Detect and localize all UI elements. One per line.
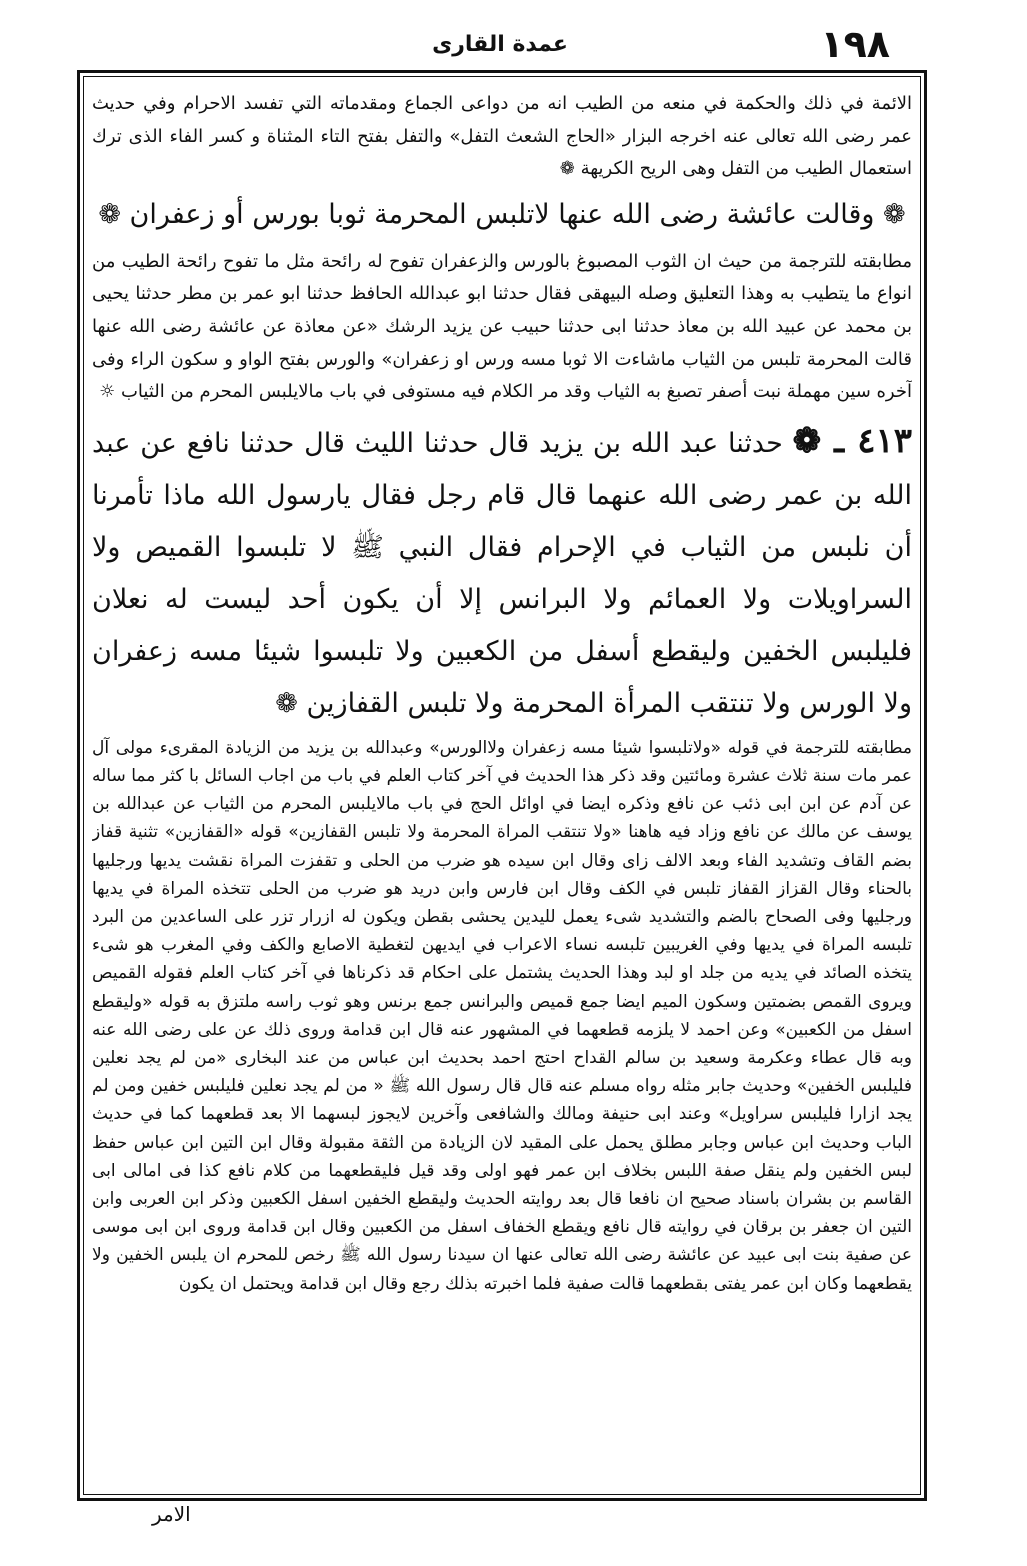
running-title: عمدة القارى (432, 32, 568, 57)
hadith-text (92, 415, 912, 730)
page-header (70, 22, 930, 66)
hadith-body: حدثنا عبد الله بن يزيد قال حدثنا الليث قال حدثنا نافع عن عبد الله بن عمر رضى الله عنهما قال قام رجل فقال يارسول الله ماذا تأمرنا أن نلبس من الثياب في الإحرام فقال النبي ﷺ لا تلبسوا القميص ولا السراويلات ولا العمائم ولا البرانس إلا أن يكون أحد ليست له نعلان فليلبس الخفين وليقطع أسفل من الكعبين ولا تلبسوا شيئا مسه زعفران ولا الورس ولا تنتقب المرأة المحرمة ولا تلبس القفازين ❁ (92, 427, 912, 719)
commentary-paragraph-3: مطابقته للترجمة في قوله «ولاتلبسوا شيئا مسه زعفران ولاالورس» وعبدالله بن يزيد من الزيادة المقرىء مولى آل عمر مات سنة ثلاث عشرة ومائتين وقد ذكر هذا الحديث في آخر كتاب العلم في باب من اجاب السائل با كثر مما ساله عن آدم عن ابن ابى ذئب عن نافع وذكره ايضا في اوائل الحج في باب مالايلبس المحرم من الثياب عن عبدالله بن يوسف عن مالك عن نافع وزاد فيه هاهنا «ولا تنتقب المراة المحرمة ولا تلبس القفازين» قوله «القفازين» تثنية قفاز بضم القاف وتشديد الفاء وبعد الالف زاى وقال ابن سيده هو ضرب من الحلى و تقفزت المراة نقشت يديها ورجليها بالحناء وقال القزاز القفاز تلبس في الكف وقال ابن فارس وابن دريد هو ضرب من الحلى تتخذه المراة في يديها ورجليها وفى الصحاح بالضم والتشديد شىء يعمل لليدين يحشى بقطن ويكون له ازرار تزر على الساعدين من البرد تلبسه المراة في يديها وفي الغريبين تلبسه نساء الاعراب في ايديهن لتغطية الاصابع والكف وفي المغرب هو شىء يتخذه الصائد في يديه من جلد او لبد وهذا الحديث يشتمل على احكام قد ذكرناها في آخر كتاب العلم فقوله القميص ويروى القمص بضمتين وسكون الميم ايضا جمع قميص والبرانس جمع برنس وهو ثوب راسه ملتزق به قوله «وليقطع اسفل من الكعبين» وعن احمد لا يلزمه قطعهما في المشهور عنه قال ابن قدامة وروى ذلك عن على رضى الله عنه وبه قال عطاء وعكرمة وسعيد بن سالم القداح احتج احمد بحديث ابن عباس من عند البخارى «من لم يجد نعلين فليلبس الخفين» وحديث جابر مثله رواه مسلم عنه قال قال رسول الله ﷺ « من لم يجد نعلين فليلبس خفين ومن لم يجد ازارا فليلبس سراويل» وعند ابى حنيفة ومالك والشافعى وآخرين لايجوز لبسهما الا بعد قطعهما كما في حديث الباب وحديث ابن عباس وجابر مطلق يحمل على المقيد لان الزيادة من الثقة مقبولة وقال ابن التين ابن عباس حفظ لبس الخفين ولم ينقل صفة اللبس بخلاف ابن عمر فهو اولى وقد قيل فليقطعهما من كلام نافع كذا فى امالى ابى القاسم بن بشران باسناد صحيح ان نافعا قال بعد روايته الحديث وليقطع الخفين اسفل الكعبين وذكر ابن العربى وابن التين ان جعفر بن برقان في روايته قال نافع ويقطع الخفاف اسفل من الكعبين وقال ابن قدامة وروى ابن ابى موسى عن صفية بنت ابى عبيد عن عائشة رضى الله تعالى عنها ان سيدنا رسول الله ﷺ رخص للمحرم ان يلبس الخفين ولا يقطعهما وكان ابن عمر يفتى بقطعهما قالت صفية فلما اخبرته بذلك رجع وقال ابن قدامة ويحتمل ان يكون (92, 737, 912, 1294)
commentary-paragraph-2: مطابقته للترجمة من حيث ان الثوب المصبوغ بالورس والزعفران تفوح له رائحة مثل ما تفوح رائحة الطيب من انواع ما يتطيب به وهذا التعليق وصله البيهقى فقال حدثنا ابو عبدالله الحافظ حدثنا ابو عمر بن مطر حدثنا يحيى بن محمد عن عبيد الله بن معاذ حدثنا ابى حدثنا حبيب عن يزيد الرشك «عن معاذة عن عائشة رضى الله عنها قالت المحرمة تلبس من الثياب ماشاءت الا ثوبا مسه ورس او زعفران» والورس بفتح الواو و سكون الراء وفى آخره سين مهملة نبت أصفر تصبغ به الثياب وقد مر الكلام فيه مستوفى في باب مالايلبس المحرم من الثياب ☼ (92, 250, 912, 403)
page-body (92, 88, 912, 1488)
page-number: ١٩٨ (820, 22, 890, 66)
catchword: الامر (152, 1502, 191, 1526)
commentary-paragraph-1: الائمة في ذلك والحكمة في منعه من الطيب انه من دواعى الجماع ومقدماته التي تفسد الاحرام وفي حديث عمر رضى الله تعالى عنه اخرجه البزار «الحاج الشعث التفل» والتفل بفتح التاء المثناة و كسر الفاء الذى ترك استعمال الطيب من التفل وهى الريح الكريهة ❁ (92, 93, 912, 180)
hadith-number: ٤١٣ ـ ❁ (792, 420, 912, 461)
quoted-tradition-aisha: ❁ وقالت عائشة رضى الله عنها لاتلبس المحرمة ثوبا بورس أو زعفران ❁ (98, 198, 906, 230)
